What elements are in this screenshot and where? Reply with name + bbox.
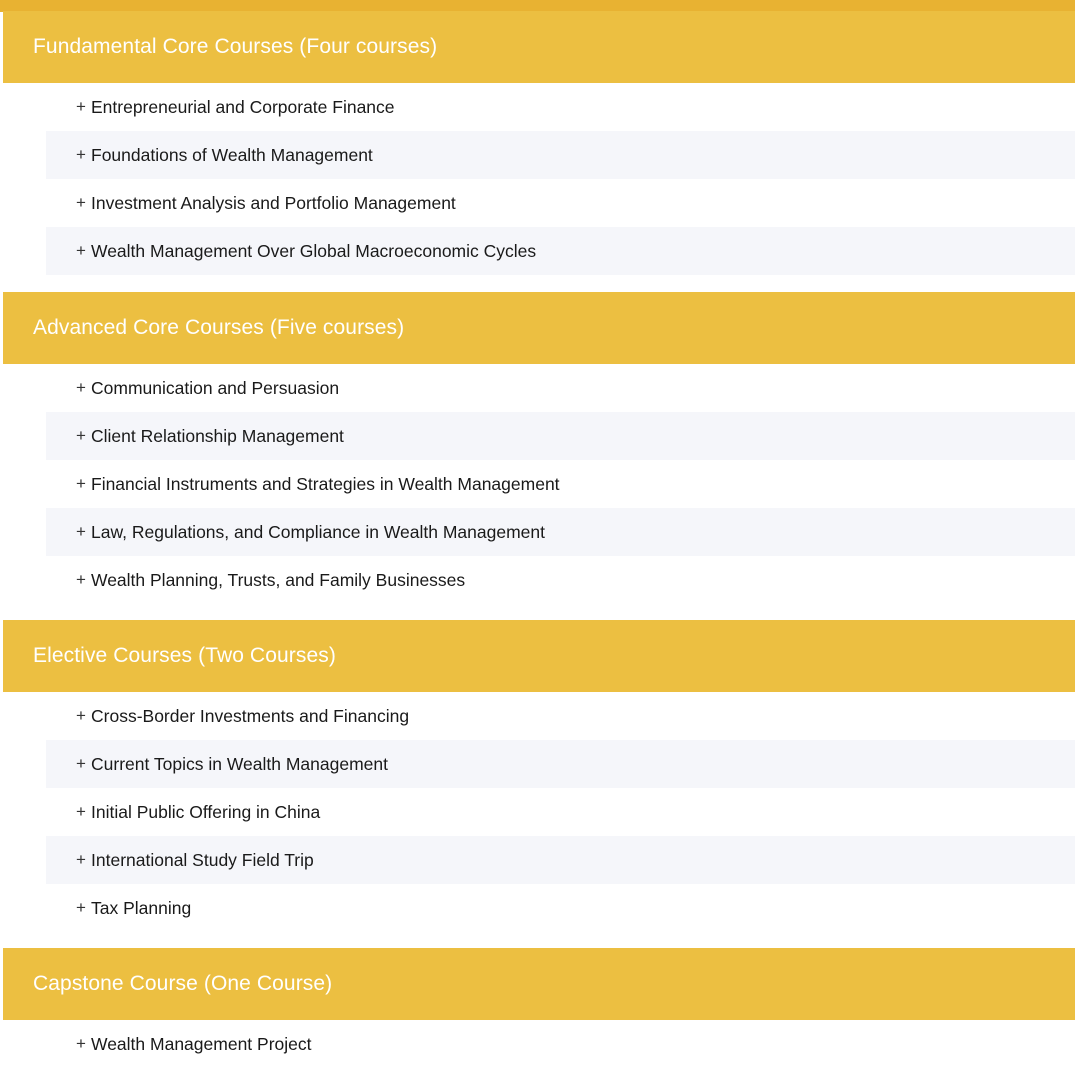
plus-icon: + <box>76 241 86 260</box>
section-fundamental-core <box>0 11 1075 275</box>
course-label: International Study Field Trip <box>91 849 314 870</box>
course-item[interactable] <box>46 364 1075 412</box>
plus-icon: + <box>76 706 86 725</box>
plus-icon: + <box>76 850 86 869</box>
section-advanced-core <box>0 292 1075 604</box>
section-title: Capstone Course (One Course) <box>33 972 333 995</box>
course-item[interactable] <box>46 884 1075 932</box>
course-label: Current Topics in Wealth Management <box>91 753 389 774</box>
course-list <box>0 83 1075 275</box>
course-list <box>0 1020 1075 1068</box>
course-item[interactable] <box>46 460 1075 508</box>
plus-icon: + <box>76 1034 86 1053</box>
course-label: Cross-Border Investments and Financing <box>91 705 410 726</box>
course-label: Entrepreneurial and Corporate Finance <box>91 96 395 117</box>
course-item[interactable] <box>46 692 1075 740</box>
course-item[interactable] <box>46 227 1075 275</box>
course-label: Initial Public Offering in China <box>91 801 321 822</box>
section-header[interactable] <box>3 292 1075 364</box>
course-item[interactable] <box>46 179 1075 227</box>
plus-icon: + <box>76 754 86 773</box>
section-elective <box>0 620 1075 932</box>
course-label: Wealth Management Over Global Macroeconomic Cycles <box>91 240 537 261</box>
course-item[interactable] <box>46 556 1075 604</box>
course-item[interactable] <box>46 412 1075 460</box>
course-item[interactable] <box>46 788 1075 836</box>
plus-icon: + <box>76 522 86 541</box>
course-label: Communication and Persuasion <box>91 377 340 398</box>
plus-icon: + <box>76 193 86 212</box>
plus-icon: + <box>76 570 86 589</box>
course-item[interactable] <box>46 131 1075 179</box>
plus-icon: + <box>76 898 86 917</box>
course-label: Financial Instruments and Strategies in Wealth Management <box>91 473 560 494</box>
section-title: Fundamental Core Courses (Four courses) <box>33 35 438 58</box>
course-item[interactable] <box>46 1020 1075 1068</box>
section-header[interactable] <box>3 11 1075 83</box>
section-title: Advanced Core Courses (Five courses) <box>33 316 405 339</box>
plus-icon: + <box>76 378 86 397</box>
course-label: Law, Regulations, and Compliance in Wealth Management <box>91 521 545 542</box>
course-label: Foundations of Wealth Management <box>91 144 373 165</box>
course-label: Client Relationship Management <box>91 425 344 446</box>
course-item[interactable] <box>46 740 1075 788</box>
section-header[interactable] <box>3 620 1075 692</box>
plus-icon: + <box>76 426 86 445</box>
course-label: Investment Analysis and Portfolio Management <box>91 192 456 213</box>
course-item[interactable] <box>46 508 1075 556</box>
plus-icon: + <box>76 802 86 821</box>
section-capstone <box>0 948 1075 1068</box>
course-label: Wealth Planning, Trusts, and Family Businesses <box>91 569 466 590</box>
plus-icon: + <box>76 97 86 116</box>
plus-icon: + <box>76 474 86 493</box>
course-label: Tax Planning <box>91 897 192 918</box>
course-item[interactable] <box>46 836 1075 884</box>
plus-icon: + <box>76 145 86 164</box>
course-list <box>0 364 1075 604</box>
course-list <box>0 692 1075 932</box>
section-header[interactable] <box>3 948 1075 1020</box>
section-title: Elective Courses (Two Courses) <box>33 644 336 667</box>
course-item[interactable] <box>46 83 1075 131</box>
course-label: Wealth Management Project <box>91 1033 312 1054</box>
